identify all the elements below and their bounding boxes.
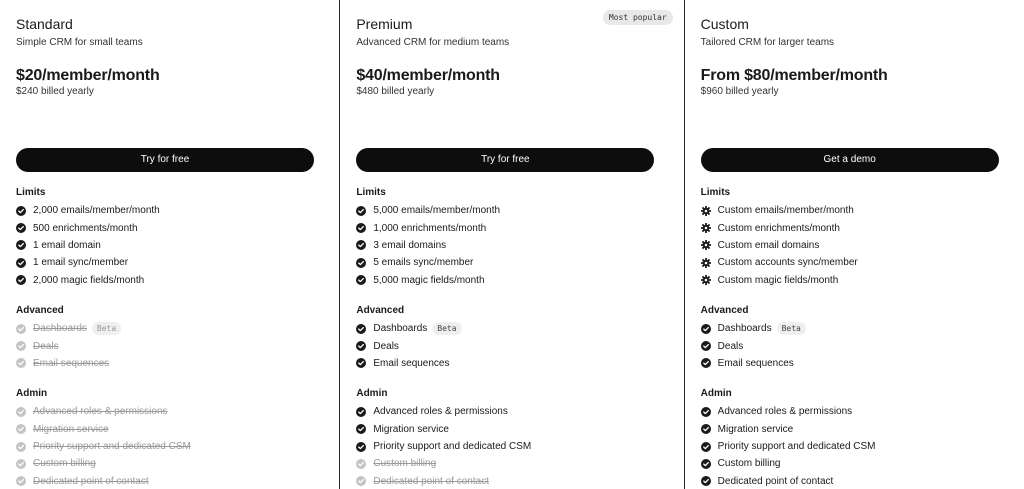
gear-icon <box>701 258 711 268</box>
plan-card-standard <box>0 0 339 489</box>
feature-label: Dashboards <box>373 323 428 335</box>
feature-label: Migration service <box>33 423 109 435</box>
feature-label: Advanced roles & permissions <box>373 406 508 418</box>
feature-label: Migration service <box>717 423 794 435</box>
plan-description: Simple CRM for small teams <box>16 37 143 48</box>
check-circle-icon <box>701 442 711 452</box>
try-free-button[interactable]: Try for free <box>16 148 314 172</box>
feature-label: Custom emails/member/month <box>717 205 854 217</box>
check-circle-icon <box>356 424 366 434</box>
feature-item <box>16 219 323 236</box>
feature-item <box>356 337 667 354</box>
feature-label: 2,000 magic fields/month <box>33 274 145 286</box>
check-circle-icon <box>16 258 26 268</box>
feature-label: Email sequences <box>373 357 450 369</box>
feature-label: 1 email domain <box>33 239 101 251</box>
feature-label: Custom enrichments/month <box>717 222 840 234</box>
check-circle-icon <box>356 324 366 334</box>
feature-item <box>16 272 323 289</box>
feature-label: Deals <box>717 340 744 352</box>
check-circle-icon <box>701 459 711 469</box>
feature-item <box>16 202 323 219</box>
feature-item <box>356 219 667 236</box>
plan-price: From $80/member/month <box>700 67 888 84</box>
check-circle-icon <box>16 206 26 216</box>
feature-item <box>701 337 1008 354</box>
feature-label: Custom accounts sync/member <box>717 257 858 269</box>
feature-item <box>701 272 1008 289</box>
section-title-advanced: Advanced <box>700 304 749 316</box>
plan-price: $20/member/month <box>16 67 160 84</box>
check-circle-icon <box>356 407 366 417</box>
feature-item <box>16 320 323 337</box>
feature-label: Advanced roles & permissions <box>33 406 168 418</box>
feature-item <box>356 355 667 372</box>
feature-item <box>356 202 667 219</box>
limits-list <box>701 202 1008 289</box>
feature-item <box>701 320 1008 337</box>
feature-label: Dedicated point of contact <box>373 475 489 487</box>
section-title-limits: Limits <box>700 187 731 198</box>
feature-label: 1 email sync/member <box>33 257 129 269</box>
gear-icon <box>701 206 711 216</box>
plan-name: Premium <box>356 16 413 32</box>
feature-item <box>16 473 323 489</box>
feature-label: 1,000 enrichments/month <box>373 222 487 234</box>
beta-badge: Beta <box>432 322 461 335</box>
check-circle-disabled-icon <box>356 459 366 469</box>
feature-item <box>701 237 1008 254</box>
section-title-admin: Admin <box>16 388 48 400</box>
check-circle-icon <box>16 223 26 233</box>
check-circle-icon <box>356 341 366 351</box>
feature-label: Priority support and dedicated CSM <box>373 441 532 453</box>
billed-yearly: $960 billed yearly <box>700 86 779 97</box>
check-circle-disabled-icon <box>16 341 26 351</box>
plan-card-custom <box>685 0 1024 489</box>
feature-label: Custom email domains <box>717 239 820 251</box>
check-circle-icon <box>701 341 711 351</box>
feature-item <box>356 272 667 289</box>
check-circle-disabled-icon <box>16 358 26 368</box>
feature-item <box>16 438 323 455</box>
check-circle-icon <box>701 424 711 434</box>
feature-label: Dedicated point of contact <box>33 475 149 487</box>
admin-list <box>356 403 667 489</box>
feature-item <box>356 403 667 420</box>
billed-yearly: $240 billed yearly <box>16 86 94 97</box>
billed-yearly: $480 billed yearly <box>356 86 435 97</box>
check-circle-disabled-icon <box>16 424 26 434</box>
check-circle-icon <box>16 275 26 285</box>
gear-icon <box>701 275 711 285</box>
feature-item <box>356 421 667 438</box>
plan-name: Custom <box>700 16 749 32</box>
section-title-advanced: Advanced <box>16 304 64 316</box>
feature-item <box>701 421 1008 438</box>
feature-item <box>701 473 1008 489</box>
advanced-list <box>356 320 667 372</box>
feature-item <box>356 438 667 455</box>
feature-item <box>701 455 1008 472</box>
feature-item <box>16 421 323 438</box>
feature-item <box>16 237 323 254</box>
feature-label: Deals <box>33 340 59 352</box>
feature-label: Email sequences <box>717 357 794 369</box>
check-circle-disabled-icon <box>16 407 26 417</box>
feature-label: Priority support and dedicated CSM <box>33 441 191 453</box>
check-circle-icon <box>356 206 366 216</box>
feature-item <box>701 355 1008 372</box>
check-circle-disabled-icon <box>356 476 366 486</box>
advanced-list <box>16 320 323 372</box>
feature-item <box>701 202 1008 219</box>
check-circle-icon <box>701 476 711 486</box>
feature-label: Priority support and dedicated CSM <box>717 441 876 453</box>
feature-label: Email sequences <box>33 357 110 369</box>
get-demo-button[interactable]: Get a demo <box>701 148 999 172</box>
feature-item <box>701 254 1008 271</box>
plan-description: Tailored CRM for larger teams <box>700 37 835 48</box>
check-circle-icon <box>356 240 366 250</box>
most-popular-badge: Most popular <box>603 10 673 25</box>
feature-item <box>356 455 667 472</box>
feature-item <box>16 337 323 354</box>
plan-name: Standard <box>16 16 73 32</box>
beta-badge: Beta <box>777 322 806 335</box>
check-circle-icon <box>356 442 366 452</box>
admin-list <box>701 403 1008 489</box>
feature-item <box>16 455 323 472</box>
check-circle-disabled-icon <box>16 459 26 469</box>
feature-item <box>701 219 1008 236</box>
check-circle-icon <box>356 223 366 233</box>
plan-description: Advanced CRM for medium teams <box>356 37 510 48</box>
section-title-admin: Admin <box>700 388 732 400</box>
feature-label: Dedicated point of contact <box>717 475 834 487</box>
feature-label: 3 email domains <box>373 239 447 251</box>
feature-item <box>701 438 1008 455</box>
check-circle-icon <box>701 358 711 368</box>
admin-list <box>16 403 323 489</box>
feature-label: Dashboards <box>717 323 772 335</box>
feature-item <box>356 473 667 489</box>
check-circle-icon <box>16 240 26 250</box>
feature-label: Advanced roles & permissions <box>717 406 853 418</box>
feature-item <box>356 237 667 254</box>
feature-item <box>701 403 1008 420</box>
feature-label: Custom billing <box>373 458 437 470</box>
feature-item <box>16 403 323 420</box>
feature-label: Custom billing <box>33 458 96 470</box>
gear-icon <box>701 223 711 233</box>
check-circle-disabled-icon <box>16 324 26 334</box>
section-title-limits: Limits <box>16 187 46 198</box>
section-title-advanced: Advanced <box>356 304 405 316</box>
check-circle-icon <box>701 324 711 334</box>
section-title-limits: Limits <box>356 187 386 198</box>
check-circle-icon <box>701 407 711 417</box>
feature-label: 5,000 magic fields/month <box>373 274 485 286</box>
try-free-button[interactable]: Try for free <box>356 148 654 172</box>
plan-price: $40/member/month <box>356 67 500 84</box>
check-circle-icon <box>356 258 366 268</box>
feature-label: Migration service <box>373 423 449 435</box>
advanced-list <box>701 320 1008 372</box>
beta-badge: Beta <box>92 322 121 335</box>
feature-label: Deals <box>373 340 399 352</box>
check-circle-icon <box>356 358 366 368</box>
plan-card-premium <box>339 0 684 489</box>
limits-list <box>16 202 323 289</box>
feature-label: Custom billing <box>717 458 781 470</box>
feature-item <box>356 254 667 271</box>
feature-item <box>16 355 323 372</box>
feature-label: 5,000 emails/member/month <box>373 205 501 217</box>
feature-item <box>356 320 667 337</box>
feature-item <box>16 254 323 271</box>
limits-list <box>356 202 667 289</box>
feature-label: 5 emails sync/member <box>373 257 474 269</box>
section-title-admin: Admin <box>356 388 388 400</box>
gear-icon <box>701 240 711 250</box>
feature-label: Dashboards <box>33 323 87 335</box>
feature-label: Custom magic fields/month <box>717 274 839 286</box>
feature-label: 2,000 emails/member/month <box>33 205 160 217</box>
check-circle-icon <box>356 275 366 285</box>
feature-label: 500 enrichments/month <box>33 222 138 234</box>
check-circle-disabled-icon <box>16 442 26 452</box>
check-circle-disabled-icon <box>16 476 26 486</box>
